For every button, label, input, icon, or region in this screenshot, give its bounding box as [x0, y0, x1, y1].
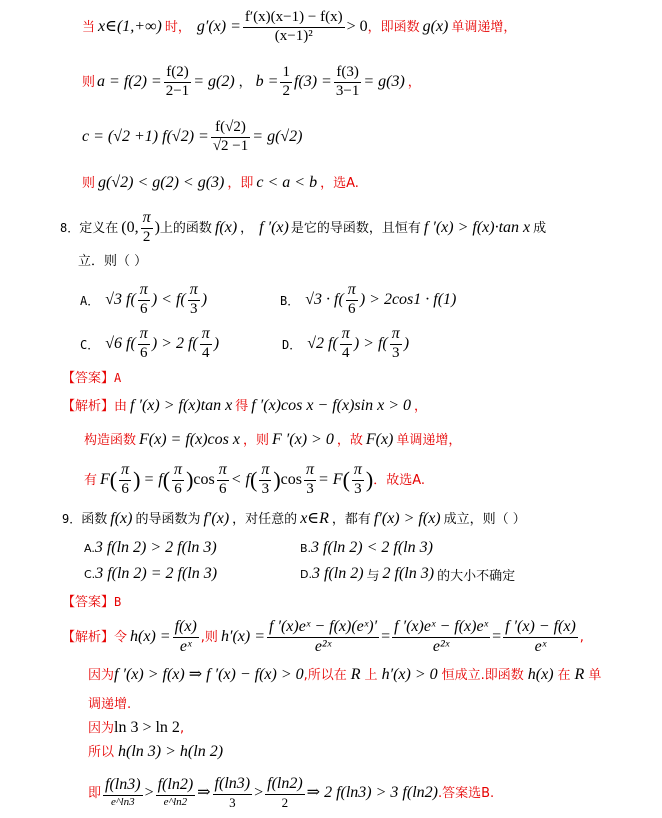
fraction-numerator: f(ln3) — [214, 775, 251, 793]
fraction-denominator: 3 — [213, 794, 253, 810]
fraction-numerator: f ′(x)eˣ − f(x)(eˣ)′ — [269, 617, 378, 635]
fraction — [172, 462, 184, 498]
q9-analysis-line5 — [88, 742, 223, 762]
text: 得 — [235, 398, 249, 414]
question-text: 定义在 — [79, 220, 119, 236]
fraction-c — [211, 120, 250, 155]
fraction-denominator: e^ln2 — [156, 795, 196, 809]
fraction-numerator: π — [139, 281, 148, 299]
math-expr: h(x) — [527, 666, 554, 683]
fraction — [156, 777, 196, 808]
question-text: 上的函数 — [159, 220, 212, 236]
fraction-numerator: π — [347, 281, 356, 299]
option-d — [300, 564, 515, 584]
math-expr: 3 f(ln 2) — [311, 565, 364, 582]
question-text: 函数 — [81, 511, 108, 527]
answer-tag: 【答案】 — [62, 594, 115, 610]
math-b-mid: f(3) = — [293, 73, 332, 90]
fraction — [304, 462, 316, 498]
fraction — [213, 776, 253, 809]
math-c-rhs: = g(√2) — [252, 128, 303, 145]
solution-line-conclusion — [82, 170, 359, 196]
q9-analysis-line4 — [88, 718, 184, 738]
math-expr: h(ln 3) > h(ln 2) — [118, 743, 224, 760]
math-expr: cos — [280, 471, 302, 488]
fraction-b — [334, 65, 361, 100]
math-condition: f′(x) > f(x) — [373, 510, 441, 527]
option-b — [300, 538, 433, 558]
math-order: c < a < b — [256, 174, 318, 191]
text: , — [179, 720, 185, 736]
math-expr: 3 f(ln 2) < 2 f(ln 3) — [311, 539, 433, 556]
option-a — [80, 280, 207, 320]
math-expr: ln 3 > ln 2 — [114, 719, 180, 736]
math-expr: h′(x) = — [220, 628, 265, 645]
fraction-numerator: 1 — [282, 63, 290, 80]
fraction-numerator: π — [353, 461, 362, 479]
math-expr: √2 f( — [307, 335, 338, 352]
math-implies: ⇒ — [197, 784, 211, 801]
fraction-denominator: e²ˣ — [392, 637, 490, 656]
math-g-inequality: g(√2) < g(2) < g(3) — [98, 174, 225, 191]
math-expr: = f — [143, 471, 163, 488]
text-monotonic: 单调递增， — [451, 19, 517, 35]
answer-value: B — [114, 595, 122, 609]
question-text: 立．则（ ） — [78, 253, 148, 269]
math-expr: F(x) = f(x)cos x — [139, 431, 240, 448]
fraction-half — [280, 65, 292, 100]
q8-analysis-line3: 有 F ( $\frac{\pi}{6}$ ) = f ( $\frac{\pi}{6}$ ) cos $\frac{\pi}{6}$ < f ( $\frac{\pi}{3}$ ) cos $\frac{\pi}{3}$ = F ( $\frac{\pi}{3}$ ) ．故选A. — [84, 461, 426, 498]
text-when-suffix: 时， — [164, 19, 191, 35]
question-number: 8． — [60, 221, 80, 235]
math-c-lhs: c = (√2 +1) f(√2) = — [82, 128, 209, 145]
math-expr: F(x) — [365, 431, 394, 448]
fraction-denominator: 6 — [119, 480, 131, 498]
fraction-denominator: 2 — [282, 82, 290, 99]
math-expr: √6 f( — [105, 335, 136, 352]
math-expr: f ′(x) > f(x) ⇒ f ′(x) − f(x) > 0 — [114, 666, 304, 683]
text-then: 则 — [82, 74, 96, 90]
question-8-stem — [60, 206, 546, 250]
q9-analysis-line1: 【解析】 令 h(x) = $\frac{f(x)}{\text{eˣ}}$ ,则 h′(x) = $\frac{\text{f ′(x)eˣ − f(x)(eˣ)′}}{\text{e²ˣ}}$ = $\frac{\text{f ′(x)eˣ − f(x)eˣ}}{\text{e²ˣ}}$ = $\frac{f '(x) - f(x)}{\text{eˣ}}$ , — [62, 617, 584, 655]
option-c — [80, 324, 219, 364]
fraction-denominator: 6 — [217, 480, 229, 498]
text: ，故 — [336, 432, 363, 448]
math-expr: = F — [318, 471, 343, 488]
fraction-numerator: π — [341, 325, 350, 343]
answer-tag: 【答案】 — [62, 370, 115, 386]
fraction-denominator: 2 — [141, 228, 153, 246]
analysis-tag: 【解析】 — [62, 629, 115, 645]
fraction-numerator: f ′(x) − f(x) — [505, 617, 576, 635]
fraction-pi-over-2 — [141, 210, 153, 246]
question-text: 的导函数为 — [135, 511, 201, 527]
math-expr: √3 · f( — [305, 291, 344, 308]
text-separator: ， — [238, 74, 252, 90]
solution-line-ab — [82, 62, 421, 102]
question-text: 是它的导函数，且恒有 — [290, 220, 421, 236]
fraction-numerator: π — [305, 461, 314, 479]
fraction-denominator: 3 — [304, 480, 316, 498]
q8-answer — [62, 370, 121, 386]
fraction — [173, 619, 199, 656]
answer-value: A — [114, 371, 122, 385]
math-gt: > — [144, 784, 154, 801]
math-expr: ) > f( — [353, 335, 388, 352]
math-expr: ) — [213, 335, 220, 352]
fraction-denominator: eˣ — [503, 637, 578, 656]
math-expr: ) — [403, 335, 410, 352]
fraction-denominator: (x−1)² — [243, 27, 345, 45]
fraction-denominator: 3 — [259, 480, 271, 498]
fraction-numerator: f(ln3) — [105, 776, 141, 794]
math-fprime: f′(x) — [203, 510, 230, 527]
q9-analysis-line6 — [88, 772, 494, 814]
option-d — [282, 324, 409, 364]
math-gx: g(x) — [422, 18, 449, 35]
fraction-numerator: π — [174, 461, 183, 479]
fraction — [392, 619, 490, 656]
analysis-tag: 【解析】 — [62, 398, 115, 414]
fraction — [119, 462, 131, 498]
text: 由 — [114, 398, 128, 414]
math-expr: ) > 2 f( — [151, 335, 198, 352]
text: 有 — [84, 472, 98, 488]
fraction-numerator: f(x) — [174, 617, 197, 635]
question-text: ， — [240, 220, 254, 236]
question-text: ，都有 — [331, 511, 371, 527]
text-comma: ， — [407, 74, 421, 90]
option-c — [84, 564, 217, 584]
fraction-numerator: π — [139, 325, 148, 343]
option-b — [280, 280, 456, 320]
text: 单调递增， — [396, 432, 462, 448]
text: ,所以在 — [303, 667, 347, 683]
option-text: 与 — [366, 568, 380, 584]
fraction-denominator: 3 — [188, 300, 200, 318]
fraction-numerator: π — [142, 209, 151, 227]
math-a-rhs: = g(2) — [193, 73, 235, 90]
option-a — [84, 538, 217, 558]
text: 构造函数 — [84, 432, 137, 448]
math-a-lhs: a = f(2) = — [97, 73, 162, 90]
text: ,则 — [200, 629, 218, 645]
fraction-numerator: π — [201, 325, 210, 343]
option-label: C． — [80, 337, 100, 352]
fraction-numerator: π — [218, 461, 227, 479]
math-expr: F — [100, 471, 110, 488]
text: 令 — [114, 629, 128, 645]
text: 所以 — [88, 744, 115, 760]
fraction-numerator: π — [261, 461, 270, 479]
fraction-numerator: f(ln2) — [267, 775, 303, 793]
text: 即 — [88, 785, 102, 801]
math-fx: f(x) — [110, 510, 133, 527]
fraction-numerator: f(3) — [336, 63, 359, 80]
fraction — [217, 462, 229, 498]
fraction-numerator: f(√2) — [215, 118, 246, 135]
fraction — [267, 619, 379, 656]
fraction-denominator: e^ln3 — [103, 795, 143, 809]
fraction-numerator: π — [121, 461, 130, 479]
text: 因为 — [88, 667, 115, 683]
solution-line-monotonic — [82, 6, 516, 48]
q8-analysis-line1 — [62, 394, 427, 418]
math-domain: x∈R — [300, 510, 329, 527]
question-8-stem-line2 — [78, 252, 147, 270]
text: ， — [414, 398, 428, 414]
fraction-numerator: f′(x)(x−1) − f(x) — [244, 8, 343, 25]
fraction — [265, 776, 305, 809]
fraction-denominator: 4 — [340, 344, 352, 362]
fraction-denominator: 6 — [172, 480, 184, 498]
fraction-numerator: f(ln2) — [157, 776, 194, 794]
option-label: C. — [84, 567, 96, 581]
option-label: A． — [80, 293, 100, 308]
math-expr: cos — [193, 471, 215, 488]
math-expr: h(x) = — [130, 628, 171, 645]
fraction-denominator: 6 — [346, 300, 358, 318]
text: 调递增. — [88, 696, 132, 712]
math-expr: 3 f(ln 2) > 2 f(ln 3) — [94, 539, 217, 556]
math-condition: x∈(1,+∞) — [98, 18, 162, 35]
fraction-numerator: f(2) — [166, 63, 189, 80]
math-R: R — [574, 666, 585, 683]
fraction-denominator: eˣ — [173, 637, 199, 656]
math-b-rhs: = g(3) — [363, 73, 405, 90]
fraction-denominator: √2 −1 — [212, 137, 249, 154]
math-fprime: f ′(x) — [259, 219, 289, 236]
fraction — [503, 619, 578, 656]
solution-line-c — [82, 116, 303, 158]
q9-analysis-line2 — [88, 664, 601, 686]
math-expr: ) > 2cos1 · f(1) — [359, 291, 457, 308]
question-text: 成 — [533, 220, 547, 236]
fraction-denominator: 2 — [265, 794, 305, 810]
math-gt: > — [254, 784, 264, 801]
text-choose: ，选A. — [320, 175, 359, 191]
option-label: A. — [84, 541, 95, 555]
text: 在 — [557, 667, 571, 683]
math-fx: f(x) — [214, 219, 238, 236]
fraction-gprime — [243, 10, 345, 45]
text-then: 则 — [82, 175, 96, 191]
text: ，则 — [242, 432, 269, 448]
math-expr: 2 f(ln 3) — [382, 565, 435, 582]
fraction — [340, 326, 352, 362]
text: , — [579, 629, 584, 645]
option-label: D． — [282, 337, 302, 352]
fraction-denominator: 3−1 — [335, 82, 360, 99]
option-label: B. — [300, 541, 312, 555]
fraction — [390, 326, 402, 362]
fraction-denominator: 6 — [138, 300, 150, 318]
question-text: 成立，则（ ） — [443, 511, 526, 527]
text: 单 — [588, 667, 602, 683]
math-expr: √3 f( — [105, 291, 136, 308]
fraction-a — [164, 65, 191, 100]
fraction-denominator: 6 — [138, 344, 150, 362]
q9-analysis-line3 — [88, 695, 131, 713]
text-when: 当 — [82, 19, 96, 35]
math-expr: ) — [201, 291, 208, 308]
text: 恒成立.即函数 — [441, 667, 524, 683]
math-expr: h′(x) > 0 — [381, 666, 438, 683]
question-number: 9． — [62, 512, 82, 526]
text: 上 — [364, 667, 378, 683]
fraction — [138, 282, 150, 318]
math-expr: ) < f( — [151, 291, 186, 308]
math-gprime-lhs: g′(x) = — [196, 18, 241, 35]
fraction-denominator: 2−1 — [165, 82, 190, 99]
option-text: 的大小不确定 — [437, 568, 516, 584]
fraction — [103, 777, 143, 808]
question-text: ，对任意的 — [232, 511, 298, 527]
math-condition: f ′(x) > f(x)·tan x — [423, 219, 531, 236]
math-interval-close: ) — [154, 219, 160, 236]
fraction — [188, 282, 200, 318]
math-expr: < f — [230, 471, 250, 488]
text: 因为 — [88, 720, 115, 736]
option-label: B． — [280, 293, 300, 308]
math-interval-open: (0, — [121, 219, 139, 236]
fraction — [200, 326, 212, 362]
fraction — [259, 462, 271, 498]
fraction — [346, 282, 358, 318]
fraction-numerator: π — [391, 325, 400, 343]
math-expr: F ′(x) > 0 — [272, 431, 334, 448]
fraction-denominator: 4 — [200, 344, 212, 362]
fraction — [138, 326, 150, 362]
fraction — [352, 462, 364, 498]
math-expr: ⇒ 2 f(ln3) > 3 f(ln2) — [306, 784, 438, 801]
fraction-denominator: 3 — [390, 344, 402, 362]
fraction-denominator: e²ˣ — [267, 637, 379, 656]
text: ．故选A. — [373, 472, 426, 488]
fraction-numerator: f ′(x)eˣ − f(x)eˣ — [394, 617, 489, 635]
math-R: R — [350, 666, 361, 683]
text: .答案选B. — [437, 785, 495, 801]
math-expr: f ′(x)cos x − f(x)sin x > 0 — [251, 397, 411, 414]
math-gt-zero: > 0 — [346, 18, 368, 35]
fraction-denominator: 3 — [352, 480, 364, 498]
q9-answer — [62, 594, 121, 610]
question-9-stem — [62, 508, 526, 530]
option-label: D. — [300, 567, 312, 581]
fraction-numerator: π — [189, 281, 198, 299]
q8-analysis-line2 — [84, 428, 461, 452]
text-then-function: ，即函数 — [367, 19, 420, 35]
math-b-lhs: b = — [255, 73, 279, 90]
math-expr: f ′(x) > f(x)tan x — [130, 397, 233, 414]
text-that-is: ，即 — [227, 175, 254, 191]
math-expr: 3 f(ln 2) = 2 f(ln 3) — [95, 565, 218, 582]
